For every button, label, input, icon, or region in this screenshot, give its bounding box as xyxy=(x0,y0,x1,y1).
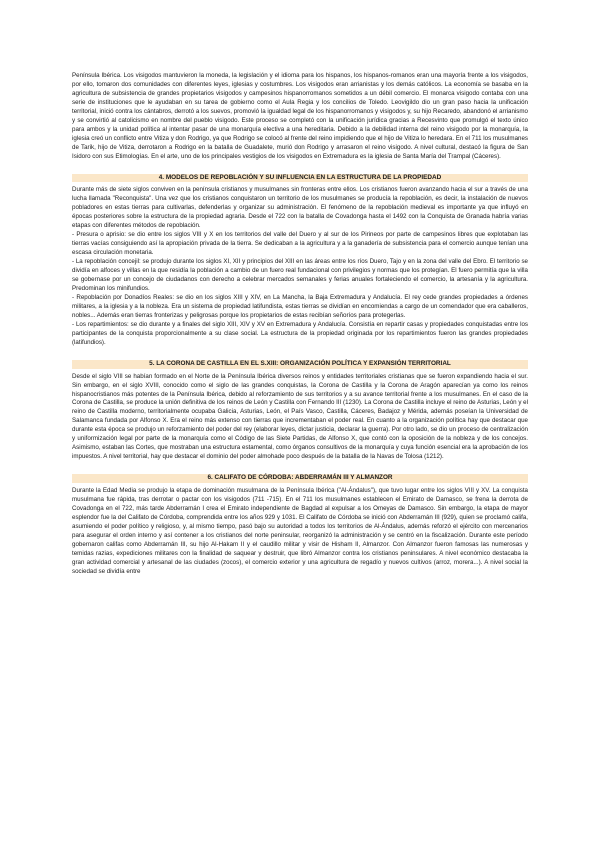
section-5-heading: 5. LA CORONA DE CASTILLA EN EL S.XIII: ORGANIZACIÓN POLÍTICA Y EXPANSIÓN TERRITORIAL xyxy=(72,360,528,369)
section-4-paragraph: Durante más de siete siglos conviven en la península cristianos y musulmanes sin fronteras entre ellos. Los cristianos fueron avanzando hacia el sur a través de una lucha llamada "Reconquista". Una vez que los cristianos conquistaron un territorio de los musulmanes se producía la repoblación, es decir, la instalación de nuevos pobladores en estas tierras para cultivarlas, defenderlas y organizar su administración. El fenómeno de la repoblación medieval es importante ya que influyó en épocas posteriores sobre la estructura de la propiedad agraria. Desde el 722 con la batalla de Covadonga hasta el 1492 con la Conquista de Granada habría varias etapas con diferentes métodos de repoblación. xyxy=(72,186,528,230)
section-4-paragraph: - Repoblación por Donadíos Reales: se dio en los siglos XIII y XIV, en La Mancha, la Baja Extremadura y Andalucía. El rey cede grandes propiedades a órdenes militares, a la iglesia y a la nobleza. Era un sistema de propiedad latifundista, estas tierras se dividían en encomiendas a cargo de un comendador que era caballeros, nobles... Además eran tierras fronterizas y peligrosas porque los propietarios de estas recibían señoríos para protegerlas. xyxy=(72,293,528,319)
section-5-paragraph: Desde el siglo VIII se habían formado en el Norte de la Península Ibérica diversos reinos y entidades territoriales cristianas que se fueron expandiendo hacia el sur. Sin embargo, en el siglo XVIII, conocido como el siglo de las grandes conquistas, la Corona de Castilla y la Corona de Aragón aparecían ya como los reinos hispanocristianos más potentes de la Península Ibérica, debido al reforzamiento de sus territorios y a su avance territorial frente a los musulmanes. En el caso de la Corona de Castilla, se produce la unión definitiva de los reinos de León y Castilla con Fernando III (1230). La Corona de Castilla incluye el reino de Asturias, León y el reino de Castilla moderno, territorialmente ocupaba Galicia, Asturias, León, el País Vasco, Castilla, Cáceres, Badajoz y Mérida, además poseían la Universidad de Salamanca fundada por Alfonso X. Era el reino más extenso con tierras que incrementaban el poder real. En cuanto a la organización política hay que destacar que durante esta época se produjo un reforzamiento del poder del rey (elaborar leyes, dictar justicia, declarar la guerra). Por otro lado, se dio un proceso de centralización y uniformización legal por parte de la monarquía como el Código de las Siete Partidas, de Alfonso X, que contó con la oposición de la nobleza y de los concejos. Asimismo, estaban las Cortes, que mostraban una estructura estamental, como órganos consultivos de la monarquía y cuya función esencial era la aprobación de los impuestos. A nivel territorial, hay que destacar el dominio del poder almohade poco después de la batalla de la Navas de Tolosa (1212). xyxy=(72,372,528,461)
section-6-paragraph: Durante la Edad Media se produjo la etapa de dominación musulmana de la Península Ibérica ("Al-Ándalus"), que tuvo lugar entre los siglos VIII y XV. La conquista musulmana fue rápida, tras derrotar o pactar con los visigodos (711 -715). En el 711 los musulmanes establecen el Emirato de Damasco, se frena la derrota de Covadonga en el 722, más tarde Abderramán I crea el Emirato independiente de Bagdad al expulsar a los Omeyas de Damasco. Sin embargo, la etapa de mayor esplendor fue la del Califato de Córdoba, comprendida entre los años 929 y 1031. El Califato de Córdoba se inició con Abderramán III (929), quien se proclamó califa, asumiendo el poder político y religioso, y, al mismo tiempo, pasó bajo su autoridad a todos los territorios de Al-Ándalus, además reforzó el ejército con mercenarios para asegurar el orden interno y así contener a los cristianos del norte peninsular, reorganizó la administración y se centró en la fiscalización. Durante este período gobernaron califas como Abderramán III, su hijo Al-Hakam II y el caudillo militar y visir de Hisham II, Almanzor. Con Almanzor fueron famosas las numerosas y temidas razias, expediciones militares con la finalidad de saquear y destruir, que libró Almanzor contra los cristianos peninsulares. A nivel económico destacaba la gran actividad comercial y artesanal de las ciudades (zocos), el comercio exterior y una agricultura de regadío y nuevos cultivos (arroz, morera...). A nivel social la sociedad se dividía entre xyxy=(72,487,528,575)
section-4-paragraph: - Los repartimientos: se dio durante y a finales del siglo XIII, XIV y XV en Extremadura y Andalucía. Consistía en repartir casas y propiedades conquistadas entre los participantes de la conquista proporcionalmente a su clase social. La estructura de la propiedad originada por los repartimientos fueron las grandes propiedades (latifundios). xyxy=(72,320,528,346)
intro-paragraph: Península Ibérica. Los visigodos mantuvieron la moneda, la legislación y el idioma para los hispanos, los hispanos-romanos eran una mayoría frente a los visigodos, por ello, tomaron dos comunidades con diferentes leyes, iglesias y costumbres. Los visigodos eran arrianistas y los demás católicos. La economía se basaba en la agricultura de subsistencia de grandes propietarios visigodos y campesinos hispanorromanos sometidos a un débil comercio. El monarca visigodo contaba con una serie de instituciones que le ayudaban en su tarea de gobierno como el Aula Regia y los concilios de Toledo. Leovigildo dio un gran paso hacia la unificación territorial, inició contra los cántabros, derrotó a los suevos, promovió la igualdad legal de los hispanorromanos y visigodos y, su hijo Recaredo, abandonó el arrianismo y se convirtió al catolicismo en nombre del pueblo visigodo. Este proceso se completó con la unificación jurídica gracias a Recesvinto que promulgó el texto único para ambos y la unidad política al intentar pasar de una monarquía electiva a una hereditaria. Debido a la debilidad interna del reino visigodo por la monarquía, la iglesia creó un conflicto entre Vitiza y don Rodrigo, ya que Rodrigo se colocó al frente del reino impidiendo que el hijo de Vitiza lo heredara. En el 711 los musulmanes de Tarik, hijo de Vitiza, derrotaron a Rodrigo en la batalla de Guadalete, murió don Rodrigo y arrasaron el reino visigodo. A nivel cultural, destacó la figura de San Isidoro con sus Etimologías. En el arte, uno de los principales vestigios de los visigodos en Extremadura es la iglesia de Santa María del Trampal (Cáceres). xyxy=(72,72,528,160)
section-4-paragraph: - La repoblación concejil: se produjo durante los siglos XI, XII y principios del XIII en las áreas entre los ríos Duero, Tajo y en la zona del valle del Ebro. El territorio se dividía en alfoces y villas en la que residía la población a cambio de un fuero real fundacional con privilegios y normas que los protegían. El fuero permitía que la villa se gobernase por un concejo de ciudadanos con derecho a celebrar mercados semanales y ferias anuales fortaleciendo el comercio, la artesanía y la agricultura. Predominan los minifundios. xyxy=(72,258,528,292)
section-4-heading: 4. MODELOS DE REPOBLACIÓN Y SU INFLUENCIA EN LA ESTRUCTURA DE LA PROPIEDAD xyxy=(72,174,528,183)
section-6-heading: 6. CALIFATO DE CÓRDOBA: ABDERRAMÁN III Y ALMANZOR xyxy=(72,474,528,483)
document-page xyxy=(72,72,528,577)
section-4-paragraph: - Presura o aprisio: se dio entre los siglos VIII y X en los territorios del valle del Duero y al sur de los Pirineos por parte de campesinos libres que explotaban las tierras vacías consiguiendo así la apropiación privada de la tierra. Se dedicaban a la agricultura y a la ganadería de subsistencia para el comercio aunque tenían una escasa circulación monetaria. xyxy=(72,231,528,257)
